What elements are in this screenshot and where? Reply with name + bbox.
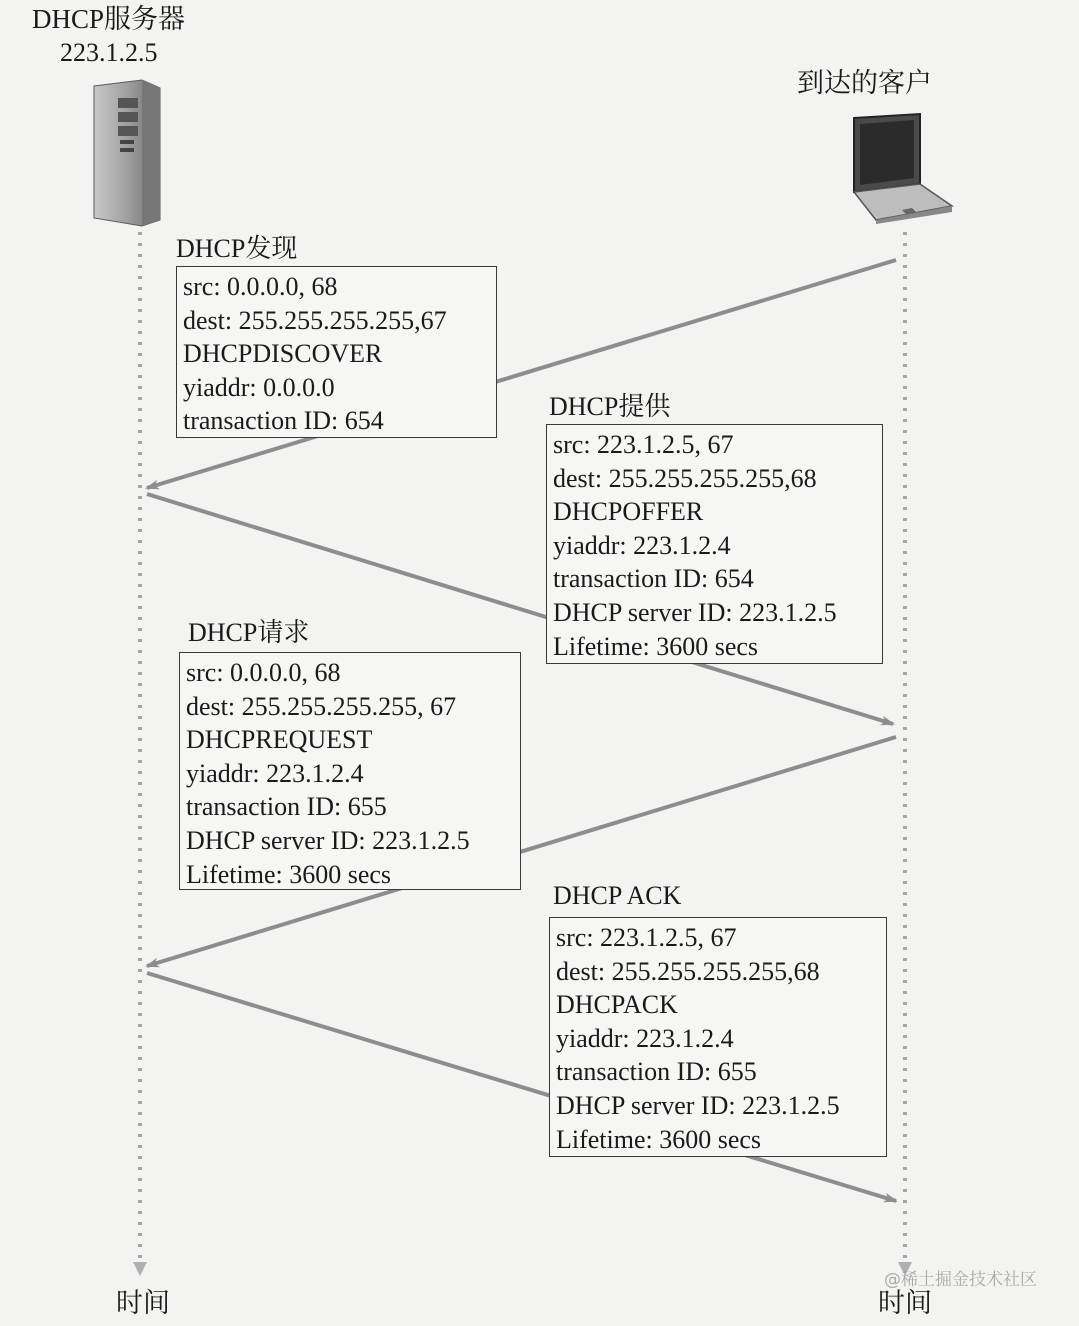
request-field: transaction ID: 655 [186, 792, 387, 822]
discover-field: DHCPDISCOVER [183, 339, 383, 369]
request-field: dest: 255.255.255.255, 67 [186, 691, 457, 721]
ack-field: Lifetime: 3600 secs [556, 1124, 762, 1154]
offer-field: transaction ID: 654 [553, 564, 754, 594]
request-field: Lifetime: 3600 secs [186, 859, 392, 889]
server-timeline-arrowhead [133, 1262, 147, 1276]
server-ip: 223.1.2.5 [60, 38, 158, 67]
ack-field: DHCPACK [556, 990, 678, 1020]
ack-field: src: 223.1.2.5, 67 [556, 923, 737, 952]
offer-box [546, 424, 883, 664]
server-time-label: 时间 [116, 1288, 170, 1318]
offer-field: src: 223.1.2.5, 67 [553, 430, 734, 459]
offer-field: Lifetime: 3600 secs [553, 631, 759, 661]
request-field: DHCP server ID: 223.1.2.5 [186, 825, 470, 855]
ack-field: yiaddr: 223.1.2.4 [556, 1023, 734, 1053]
ack-field: dest: 255.255.255.255,68 [556, 956, 820, 986]
ack-field: transaction ID: 655 [556, 1057, 757, 1087]
server-title: DHCP服务器 [32, 4, 186, 34]
discover-field: dest: 255.255.255.255,67 [183, 305, 447, 335]
request-title: DHCP请求 [188, 618, 310, 647]
discover-field: yiaddr: 0.0.0.0 [183, 372, 335, 402]
offer-field: dest: 255.255.255.255,68 [553, 463, 817, 493]
ack-title: DHCP ACK [553, 881, 682, 910]
laptop-icon [846, 112, 954, 224]
offer-field: DHCP server ID: 223.1.2.5 [553, 597, 837, 627]
client-title: 到达的客户 [797, 68, 932, 98]
offer-field: yiaddr: 223.1.2.4 [553, 530, 731, 560]
ack-box [549, 917, 887, 1157]
watermark: @稀土掘金技术社区 [884, 1270, 1037, 1290]
request-field: src: 0.0.0.0, 68 [186, 658, 341, 687]
request-box [179, 652, 521, 890]
server-tower-icon [90, 78, 162, 228]
offer-field: DHCPOFFER [553, 497, 704, 527]
discover-box [176, 266, 497, 438]
discover-field: transaction ID: 654 [183, 406, 384, 436]
request-field: yiaddr: 223.1.2.4 [186, 758, 364, 788]
offer-title: DHCP提供 [549, 392, 671, 421]
discover-field: src: 0.0.0.0, 68 [183, 272, 338, 301]
client-time-label: 时间 [878, 1288, 932, 1318]
discover-title: DHCP发现 [176, 234, 298, 263]
ack-field: DHCP server ID: 223.1.2.5 [556, 1090, 840, 1120]
request-field: DHCPREQUEST [186, 725, 373, 755]
